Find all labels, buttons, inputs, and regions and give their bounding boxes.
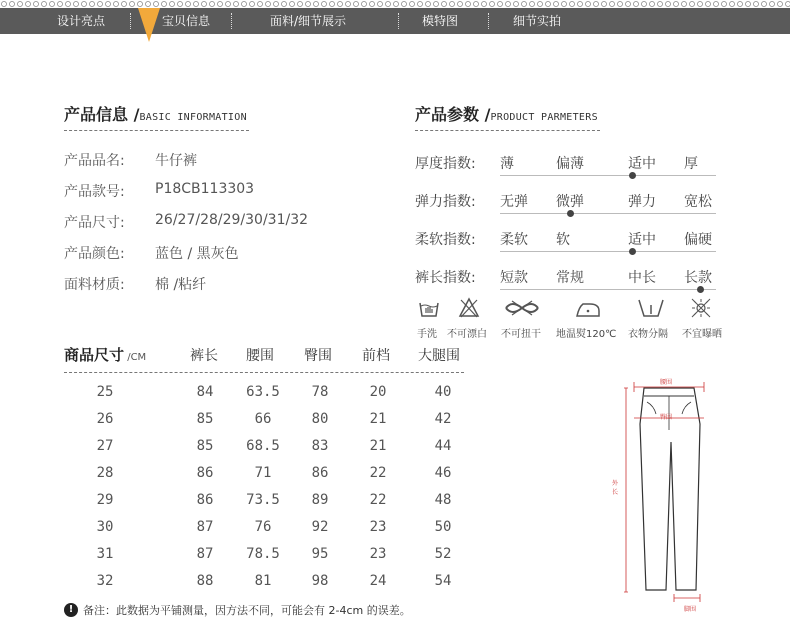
table-cell: 92 xyxy=(311,519,329,535)
divider xyxy=(64,130,249,131)
table-cell: 71 xyxy=(254,465,272,481)
params-heading: 产品参数 /PRODUCT PARMETERS xyxy=(415,105,598,124)
info-label: 产品尺寸: xyxy=(64,215,125,231)
diagram-hip-label: 臀围 xyxy=(660,414,673,421)
no-bleach-icon xyxy=(458,297,480,319)
nav-bar xyxy=(0,8,790,34)
table-cell: 22 xyxy=(369,465,387,481)
table-cell: 31 xyxy=(96,546,114,562)
nav-item-fabric[interactable]: 面料/细节展示 xyxy=(270,14,347,28)
table-cell: 89 xyxy=(311,492,329,508)
info-subtitle: BASIC INFORMATION xyxy=(139,112,247,123)
params-subtitle: PRODUCT PARMETERS xyxy=(490,112,598,123)
table-cell: 27 xyxy=(96,438,114,454)
iron-icon xyxy=(574,299,602,319)
table-cell: 26 xyxy=(96,411,114,427)
table-cell: 88 xyxy=(196,573,214,589)
table-cell: 48 xyxy=(434,492,452,508)
param-selected-dot xyxy=(629,248,636,255)
table-cell: 86 xyxy=(196,465,214,481)
table-cell: 81 xyxy=(254,573,272,589)
info-label: 面料材质: xyxy=(64,277,125,293)
nav-item-model[interactable]: 模特图 xyxy=(422,14,459,28)
size-table-title: 商品尺寸 xyxy=(64,346,125,364)
info-value: P18CB113303 xyxy=(155,181,255,197)
param-label: 柔软指数: xyxy=(415,232,476,248)
table-cell: 84 xyxy=(196,384,214,400)
info-value: 26/27/28/29/30/31/32 xyxy=(155,212,309,228)
info-value: 蓝色 / 黑灰色 xyxy=(155,246,239,262)
table-cell: 50 xyxy=(434,519,452,535)
table-cell: 40 xyxy=(434,384,452,400)
table-cell: 28 xyxy=(96,465,114,481)
table-cell: 46 xyxy=(434,465,452,481)
param-scale-track xyxy=(500,175,716,176)
info-heading: 产品信息 /BASIC INFORMATION xyxy=(64,105,247,124)
table-cell: 42 xyxy=(434,411,452,427)
table-cell: 86 xyxy=(196,492,214,508)
param-option: 长款 xyxy=(684,270,712,286)
table-cell: 83 xyxy=(311,438,329,454)
diagram-outer-label: 长 xyxy=(612,489,619,496)
note xyxy=(64,602,411,618)
table-header-cell: 裤长 xyxy=(190,348,218,364)
table-cell: 68.5 xyxy=(246,438,280,454)
param-label: 裤长指数: xyxy=(415,270,476,286)
info-value: 牛仔裤 xyxy=(155,153,197,169)
divider xyxy=(415,130,600,131)
param-selected-dot xyxy=(697,286,704,293)
param-option: 短款 xyxy=(500,270,528,286)
param-option: 软 xyxy=(556,232,570,248)
table-cell: 73.5 xyxy=(246,492,280,508)
divider xyxy=(64,372,464,373)
param-option: 偏薄 xyxy=(556,156,584,172)
diagram-waist-label: 腰围 xyxy=(660,379,673,386)
pants-diagram xyxy=(614,372,724,622)
param-option: 无弹 xyxy=(500,194,528,210)
table-cell: 98 xyxy=(311,573,329,589)
param-option: 中长 xyxy=(628,270,656,286)
top-decoration xyxy=(0,0,790,8)
nav-divider xyxy=(130,13,131,29)
param-option: 薄 xyxy=(500,156,514,172)
table-cell: 66 xyxy=(254,411,272,427)
no-wring-icon xyxy=(502,299,542,317)
param-scale-track xyxy=(500,251,716,252)
table-cell: 63.5 xyxy=(246,384,280,400)
table-cell: 87 xyxy=(196,546,214,562)
table-cell: 87 xyxy=(196,519,214,535)
table-cell: 85 xyxy=(196,438,214,454)
info-title: 产品信息 xyxy=(64,105,129,124)
param-option: 偏硬 xyxy=(684,232,712,248)
table-cell: 32 xyxy=(96,573,114,589)
diagram-hem-label: 脚围 xyxy=(684,606,697,613)
table-cell: 95 xyxy=(311,546,329,562)
nav-divider xyxy=(488,13,489,29)
param-scale-track xyxy=(500,289,716,290)
no-sun-icon xyxy=(690,297,712,319)
nav-item-design[interactable]: 设计亮点 xyxy=(57,14,106,28)
param-scale-track xyxy=(500,213,716,214)
param-option: 宽松 xyxy=(684,194,712,210)
table-cell: 86 xyxy=(311,465,329,481)
info-label: 产品款号: xyxy=(64,184,125,200)
param-selected-dot xyxy=(629,172,636,179)
table-cell: 24 xyxy=(369,573,387,589)
care-label: 不宜曝晒 xyxy=(682,329,722,340)
param-option: 常规 xyxy=(556,270,584,286)
nav-divider xyxy=(398,13,399,29)
table-cell: 78 xyxy=(311,384,329,400)
table-cell: 44 xyxy=(434,438,452,454)
table-cell: 54 xyxy=(434,573,452,589)
nav-item-detail[interactable]: 细节实拍 xyxy=(513,14,562,28)
param-selected-dot xyxy=(567,210,574,217)
table-cell: 78.5 xyxy=(246,546,280,562)
care-label: 手洗 xyxy=(417,329,437,340)
note-text: 备注：此数据为平铺测量，因方法不同，可能会有 2-4cm 的误差。 xyxy=(83,604,411,617)
param-option: 弹力 xyxy=(628,194,656,210)
info-value: 棉 /粘纤 xyxy=(155,277,207,293)
params-title: 产品参数 xyxy=(415,105,480,124)
info-label: 产品品名: xyxy=(64,153,125,169)
table-cell: 52 xyxy=(434,546,452,562)
table-cell: 30 xyxy=(96,519,114,535)
separate-wash-icon xyxy=(636,297,666,319)
nav-divider xyxy=(231,13,232,29)
table-cell: 76 xyxy=(254,519,272,535)
info-label: 产品颜色: xyxy=(64,246,125,262)
care-label: 地温熨120℃ xyxy=(556,329,617,340)
table-cell: 23 xyxy=(369,546,387,562)
diagram-outer-label: 外 xyxy=(612,480,619,487)
table-header-cell: 大腿围 xyxy=(418,348,460,364)
param-option: 适中 xyxy=(628,232,656,248)
param-option: 厚 xyxy=(684,156,698,172)
care-label: 不可扭干 xyxy=(501,329,541,340)
param-label: 弹力指数: xyxy=(415,194,476,210)
table-cell: 23 xyxy=(369,519,387,535)
table-cell: 25 xyxy=(96,384,114,400)
nav-item-info[interactable]: 宝贝信息 xyxy=(162,14,211,28)
size-table-unit: /CM xyxy=(127,352,147,363)
table-cell: 20 xyxy=(369,384,387,400)
table-cell: 22 xyxy=(369,492,387,508)
table-header-cell: 腰围 xyxy=(246,348,274,364)
param-option: 适中 xyxy=(628,156,656,172)
active-tab-marker xyxy=(138,8,160,42)
hand-wash-icon xyxy=(418,297,440,319)
table-header-cell: 前档 xyxy=(362,348,390,364)
param-label: 厚度指数: xyxy=(415,156,476,172)
param-option: 柔软 xyxy=(500,232,528,248)
param-option: 微弹 xyxy=(556,194,584,210)
warning-icon: ! xyxy=(64,603,78,617)
table-header-cell: 臀围 xyxy=(304,348,332,364)
table-cell: 21 xyxy=(369,438,387,454)
table-cell: 29 xyxy=(96,492,114,508)
size-table-heading xyxy=(64,344,146,365)
table-cell: 80 xyxy=(311,411,329,427)
care-label: 不可漂白 xyxy=(447,329,487,340)
table-cell: 85 xyxy=(196,411,214,427)
care-label: 衣物分隔 xyxy=(628,329,668,340)
table-cell: 21 xyxy=(369,411,387,427)
